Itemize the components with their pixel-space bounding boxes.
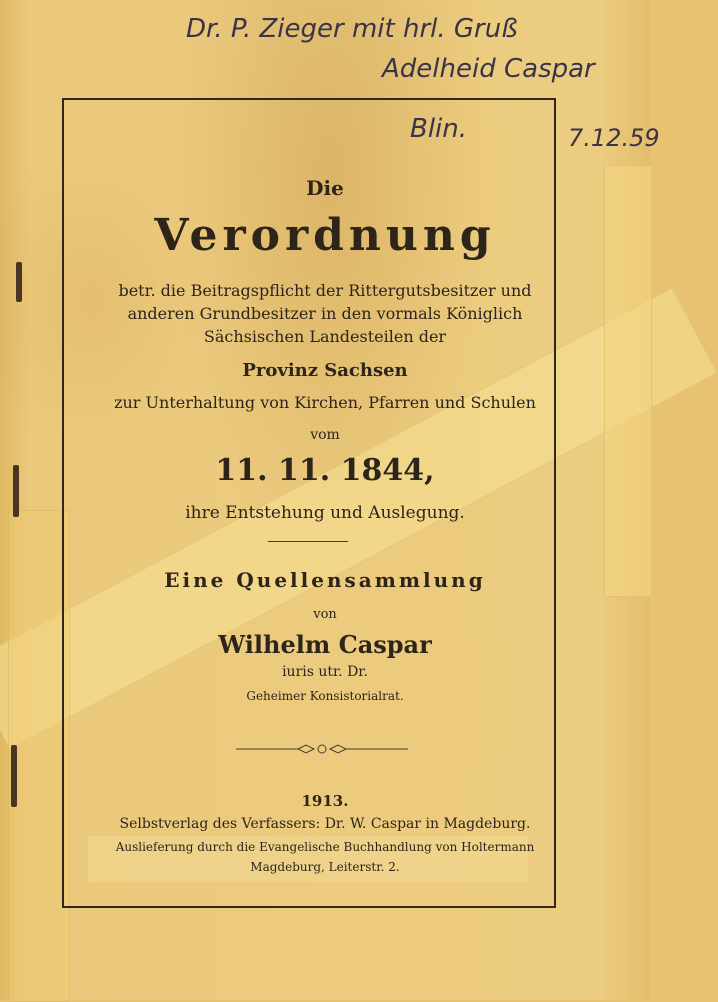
vom-label: vom bbox=[310, 427, 340, 443]
delivery-line2: Magdeburg, Leiterstr. 2. bbox=[250, 860, 400, 874]
publisher-line: Selbstverlag des Verfassers: Dr. W. Caspar in Magdeburg. bbox=[119, 816, 531, 832]
handwritten-shelf-mark: Blin. bbox=[410, 114, 468, 144]
subtitle-line1: betr. die Beitragspflicht der Rittergutsbesitzer und bbox=[118, 281, 532, 300]
von-label: von bbox=[313, 607, 337, 622]
handwritten-dedication-line1: Dr. P. Zieger mit hrl. Gruß bbox=[186, 14, 518, 44]
author-degree: iuris utr. Dr. bbox=[282, 664, 368, 680]
page-title: Verordnung bbox=[154, 210, 496, 261]
origin-line: ihre Entstehung und Auslegung. bbox=[185, 503, 465, 523]
delivery-line1: Auslieferung durch die Evangelische Buchhandlung von Holtermann bbox=[115, 840, 535, 854]
handwritten-dedication-line2: Adelheid Caspar bbox=[382, 54, 595, 84]
subtitle-line2: anderen Grundbesitzer in den vormals Königlich bbox=[127, 304, 523, 323]
separator-rule bbox=[268, 541, 348, 542]
province-name: Provinz Sachsen bbox=[242, 360, 408, 381]
collection-label: Eine Quellensammlung bbox=[164, 568, 486, 592]
ornament-divider bbox=[236, 743, 408, 755]
publication-year: 1913. bbox=[301, 792, 349, 810]
handwritten-date: 7.12.59 bbox=[568, 124, 660, 152]
decree-date: 11. 11. 1844, bbox=[215, 453, 435, 488]
author-position: Geheimer Konsistorialrat. bbox=[246, 689, 404, 703]
subtitle-line3: Sächsischen Landesteilen der bbox=[203, 327, 447, 346]
purpose-line: zur Unterhaltung von Kirchen, Pfarren und Schulen bbox=[114, 393, 536, 412]
author-name: Wilhelm Caspar bbox=[218, 630, 432, 659]
title-pre: Die bbox=[306, 176, 344, 200]
